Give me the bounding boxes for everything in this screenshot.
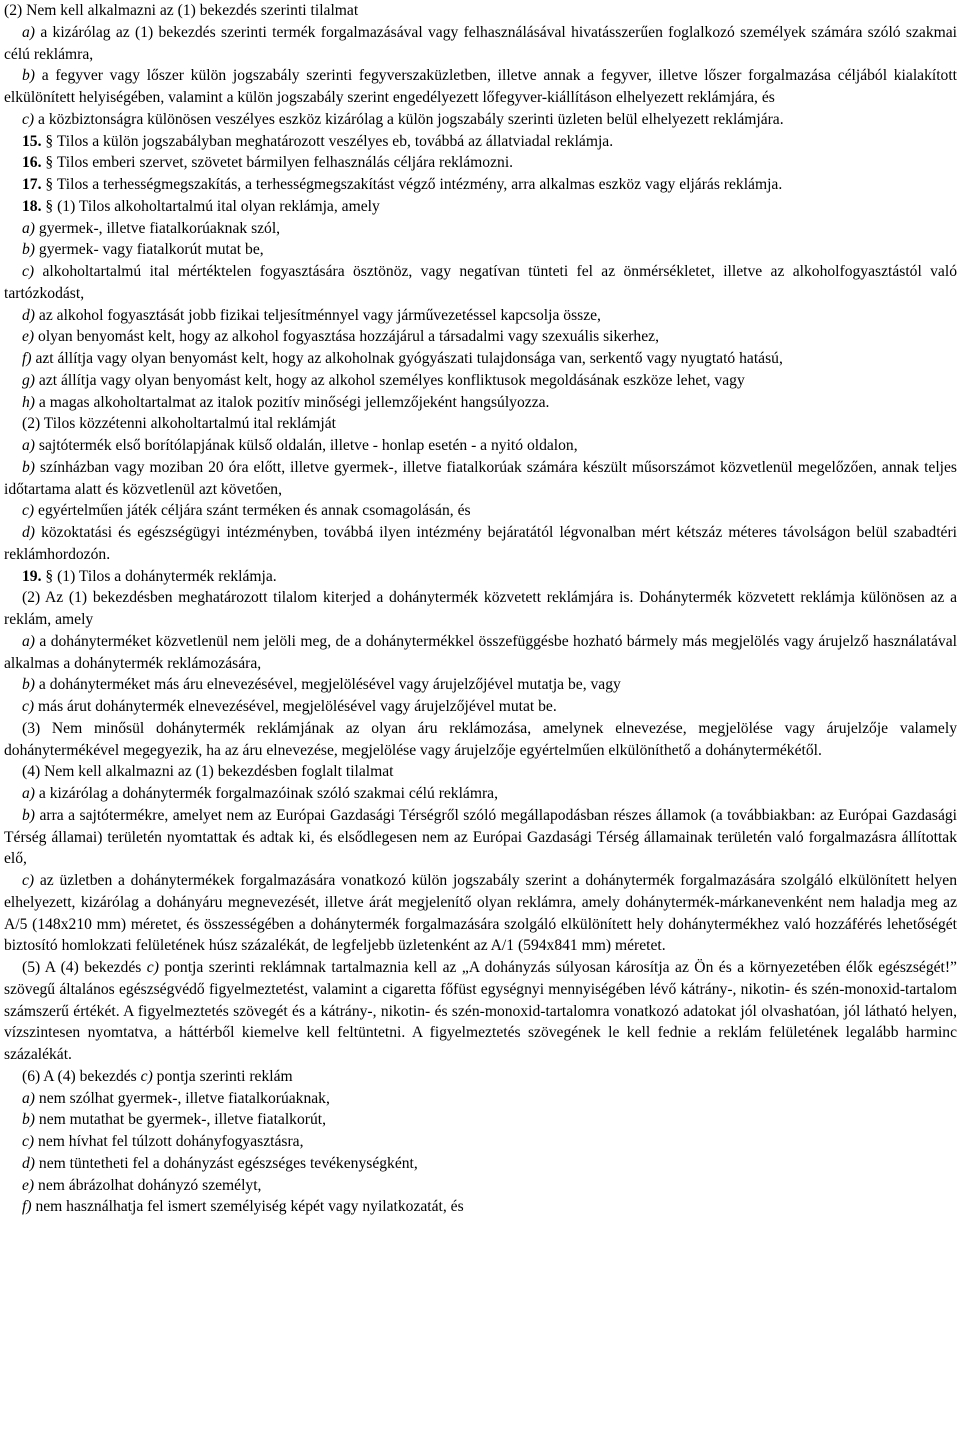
paragraph-text: nem tüntetheti fel a dohányzást egészséges tevékenységként, <box>38 1154 418 1172</box>
paragraph-text: a közbiztonságra különösen veszélyes eszköz kizárólag a külön jogszabály szerinti üzleten belül elhelyezett reklámjára. <box>38 110 784 128</box>
paragraph-text: a dohányterméket más áru elnevezésével, megjelölésével vagy árujelzőjével mutatja be, vagy <box>38 676 621 694</box>
point-label: d) <box>22 1154 35 1172</box>
paragraph-text: a magas alkoholtartalmat az italok pozitív minőségi jellemzőjeként hangsúlyozza. <box>38 393 550 411</box>
point-label: c) <box>22 1133 35 1150</box>
document-paragraph <box>4 1196 957 1218</box>
paragraph-text: más árut dohánytermék elnevezésével, megjelölésével vagy árujelzőjével mutat be. <box>38 698 557 715</box>
document-paragraph <box>4 196 957 218</box>
point-reference: c) <box>140 1067 153 1085</box>
point-label: a) <box>22 437 35 454</box>
document-paragraph <box>4 1153 957 1175</box>
point-label: c) <box>22 263 35 280</box>
document-paragraph <box>4 696 957 718</box>
point-label: b) <box>22 676 35 694</box>
document-paragraph <box>4 957 957 1066</box>
paragraph-text: arra a sajtótermékre, amelyet nem az Európai Gazdasági Térségről szóló megállapodásban részes államok (a továbbiakban: az Európai Gazdasági Térség államai) területén nyomtattak és adtak ki, és elsődlegesen nem az Európai Gazdasági Térség államainak területén való forgalmazásra állítottak elő, <box>4 806 957 868</box>
document-paragraph <box>4 1175 957 1197</box>
paragraph-text: azt állítja vagy olyan benyomást kelt, hogy az alkoholnak gyógyászati tulajdonsága van, serkentő vagy nyugtató hatású, <box>35 350 783 367</box>
paragraph-text: § Tilos emberi szervet, szövetet bármilyen felhasználás céljára reklámozni. <box>45 154 514 172</box>
point-label: c) <box>22 502 35 520</box>
point-label: b) <box>22 1111 35 1129</box>
document-paragraph <box>4 65 957 109</box>
paragraph-text: (5) A (4) bekezdés c) pontja szerinti reklámnak tartalmaznia kell az „A dohányzás súlyosan károsítja az Ön és a környezetében élők egészségét!” szövegű általános egészségvédő figyelmeztetést, valamint a cigaretta főfüst egységnyi mennyiségében lévő kátrány-, nikotin- és szén-monoxid-tartalom számszerű értékét. A figyelmeztetés szövegét és a kátrány-, nikotin- és szén-monoxid-tartalomra vonatkozó adatokat jól olvashatóan, jól látható helyen, vízszintesen nyomtatva, a háttérből kiemelve kell feltüntetni. A figyelmeztetés szövegének le kell fednie a reklám felületének legalább harminc százalékát. <box>4 959 957 1063</box>
paragraph-text: a kizárólag az (1) bekezdés szerinti termék forgalmazásával vagy felhasználásával hivatásszerűen foglalkozó személyek számára szóló szakmai célú reklámra, <box>4 23 957 63</box>
point-label: c) <box>22 698 35 715</box>
paragraph-text: olyan benyomást kelt, hogy az alkohol fogyasztása hozzájárul a társadalmi vagy szexuális sikerhez, <box>38 328 659 346</box>
point-label: g) <box>22 371 35 389</box>
paragraph-text: nem mutathat be gyermek-, illetve fiatalkorút, <box>38 1111 326 1129</box>
section-number: 17. <box>22 176 42 193</box>
document-paragraph <box>4 631 957 675</box>
document-paragraph <box>4 457 957 501</box>
paragraph-text: § (1) Tilos a dohánytermék reklámja. <box>45 567 277 585</box>
point-label: e) <box>22 328 35 346</box>
document-paragraph <box>4 805 957 870</box>
document-paragraph <box>4 435 957 457</box>
document-paragraph <box>4 761 957 783</box>
point-label: b) <box>22 458 35 476</box>
document-paragraph <box>4 0 957 22</box>
point-label: h) <box>22 393 35 411</box>
point-label: a) <box>22 219 35 237</box>
document-paragraph <box>4 1088 957 1110</box>
document-paragraph <box>4 174 957 196</box>
document-paragraph <box>4 392 957 414</box>
section-number: 16. <box>22 154 42 172</box>
document-paragraph <box>4 1109 957 1131</box>
paragraph-text: (4) Nem kell alkalmazni az (1) bekezdésben foglalt tilalmat <box>22 763 394 781</box>
point-label: f) <box>22 1198 32 1216</box>
point-label: e) <box>22 1176 35 1194</box>
document-paragraph <box>4 783 957 805</box>
document-paragraph <box>4 22 957 66</box>
document-paragraph <box>4 718 957 762</box>
paragraph-text: (2) Tilos közzétenni alkoholtartalmú ital reklámját <box>22 415 336 433</box>
document-paragraph <box>4 566 957 588</box>
point-label: d) <box>22 306 35 324</box>
point-reference: c) <box>146 959 159 976</box>
paragraph-text: azt állítja vagy olyan benyomást kelt, hogy az alkohol személyes konfliktusok megoldásának eszköze lehet, vagy <box>38 371 745 389</box>
paragraph-text: (2) Az (1) bekezdésben meghatározott tilalom kiterjed a dohánytermék közvetett reklámjára is. Dohánytermék közvetett reklámja különösen az a reklám, amely <box>4 589 957 628</box>
paragraph-text: gyermek- vagy fiatalkorút mutat be, <box>38 241 264 259</box>
paragraph-text: § Tilos a terhességmegszakítás, a terhességmegszakítást végző intézmény, arra alkalmas eszköz vagy eljárás reklámja. <box>45 176 783 193</box>
paragraph-text: (6) A (4) bekezdés c) pontja szerinti reklám <box>22 1067 293 1085</box>
document-paragraph <box>4 500 957 522</box>
document-paragraph <box>4 261 957 305</box>
paragraph-text: (3) Nem minősül dohánytermék reklámjának az olyan áru reklámozása, amelynek elnevezése, megjelölése vagy árujelzője valamely dohánytermékével megegyezik, ha az áru elnevezése, megjelölése vagy árujelzője egyértelműen elkülöníthető a dohánytermékétől. <box>4 719 957 759</box>
paragraph-text: alkoholtartalmú ital mértéktelen fogyasztására ösztönöz, vagy negatívan tünteti fel az önmérsékletet, illetve az alkoholfogyasztástól való tartózkodást, <box>4 263 957 302</box>
point-label: c) <box>22 872 35 889</box>
paragraph-text: nem szólhat gyermek-, illetve fiatalkorúaknak, <box>38 1089 330 1107</box>
paragraph-text: egyértelműen játék céljára szánt terméken és annak csomagolásán, és <box>38 502 471 520</box>
section-number: 19. <box>22 567 42 585</box>
paragraph-text: sajtótermék első borítólapjának külső oldalán, illetve - honlap esetén - a nyitó oldalon, <box>38 437 578 454</box>
document-paragraph <box>4 413 957 435</box>
paragraph-text: § (1) Tilos alkoholtartalmú ital olyan reklámja, amely <box>45 197 380 215</box>
document-paragraph <box>4 587 957 631</box>
paragraph-text: közoktatási és egészségügyi intézményben, továbbá ilyen intézmény bejáratától légvonalban mért kétszáz méteres távolságon belül szabadtéri reklámhordozón. <box>4 524 957 563</box>
document-paragraph <box>4 152 957 174</box>
document-paragraph <box>4 870 957 957</box>
paragraph-text: nem használhatja fel ismert személyiség képét vagy nyilatkozatát, és <box>35 1198 464 1216</box>
paragraph-text: a fegyver vagy lőszer külön jogszabály szerinti fegyverszaküzletben, illetve annak a fegyver, illetve lőszer forgalmazása céljából kialakított elkülönített helyiségében, valamint a külön jogszabály szerint engedélyezett lőfegyver-kiállításon elhelyezett reklámjára, és <box>4 67 957 106</box>
document-paragraph <box>4 131 957 153</box>
document-paragraph <box>4 348 957 370</box>
document-paragraph <box>4 326 957 348</box>
section-number: 15. <box>22 132 42 150</box>
point-label: c) <box>22 110 35 128</box>
document-paragraph <box>4 1066 957 1088</box>
point-label: a) <box>22 1089 35 1107</box>
paragraph-text: a kizárólag a dohánytermék forgalmazóinak szóló szakmai célú reklámra, <box>38 785 499 802</box>
point-label: b) <box>22 241 35 259</box>
paragraph-text: gyermek-, illetve fiatalkorúaknak szól, <box>38 219 281 237</box>
paragraph-text: nem hívhat fel túlzott dohányfogyasztásra, <box>38 1133 304 1150</box>
document-paragraph <box>4 239 957 261</box>
paragraph-text: az üzletben a dohánytermékek forgalmazására vonatkozó külön jogszabály szerint a dohánytermék forgalmazására szolgáló elkülönített helyen elhelyezett, kizárólag a dohányáru megnevezését, illetve árát megjelenítő olyan reklámra, amely dohánytermék-márkanevenként nem haladja meg az A/5 (148x210 mm) méretet, és összességében a dohánytermék forgalmazására szolgáló elkülönített hely dohánytermékhez való hozzáférés lehetőségét biztosító homlokzati felületének húsz százalékát, de legfeljebb üzletenként az A/1 (594x841 mm) méretet. <box>4 872 957 955</box>
point-label: b) <box>22 67 35 85</box>
document-paragraph <box>4 218 957 240</box>
paragraph-text: a dohányterméket közvetlenül nem jelöli meg, de a dohánytermékkel összefüggésbe hozható bármely más megjelölés vagy árujelző használatával alkalmas a dohánytermék reklámozására, <box>4 632 957 672</box>
document-paragraph <box>4 674 957 696</box>
paragraph-text: nem ábrázolhat dohányzó személyt, <box>38 1176 262 1194</box>
section-number: 18. <box>22 197 42 215</box>
paragraph-text: színházban vagy moziban 20 óra előtt, illetve gyermek-, illetve fiatalkorúak számára készült műsorszámot közvetlenül megelőzően, annak teljes időtartama alatt és közvetlenül azt követően, <box>4 458 957 498</box>
paragraph-text: (2) Nem kell alkalmazni az (1) bekezdés szerinti tilalmat <box>4 2 359 19</box>
point-label: d) <box>22 524 35 541</box>
document-paragraph <box>4 1131 957 1153</box>
document-paragraph <box>4 305 957 327</box>
document-paragraph <box>4 109 957 131</box>
paragraph-text: az alkohol fogyasztását jobb fizikai teljesítménnyel vagy járművezetéssel kapcsolja össze, <box>38 306 601 324</box>
document-paragraph <box>4 370 957 392</box>
point-label: a) <box>22 785 35 802</box>
point-label: a) <box>22 23 35 41</box>
paragraph-text: § Tilos a külön jogszabályban meghatározott veszélyes eb, továbbá az állatviadal reklámja. <box>45 132 614 150</box>
point-label: f) <box>22 350 32 367</box>
document-paragraph <box>4 522 957 566</box>
point-label: b) <box>22 806 35 824</box>
point-label: a) <box>22 632 35 650</box>
